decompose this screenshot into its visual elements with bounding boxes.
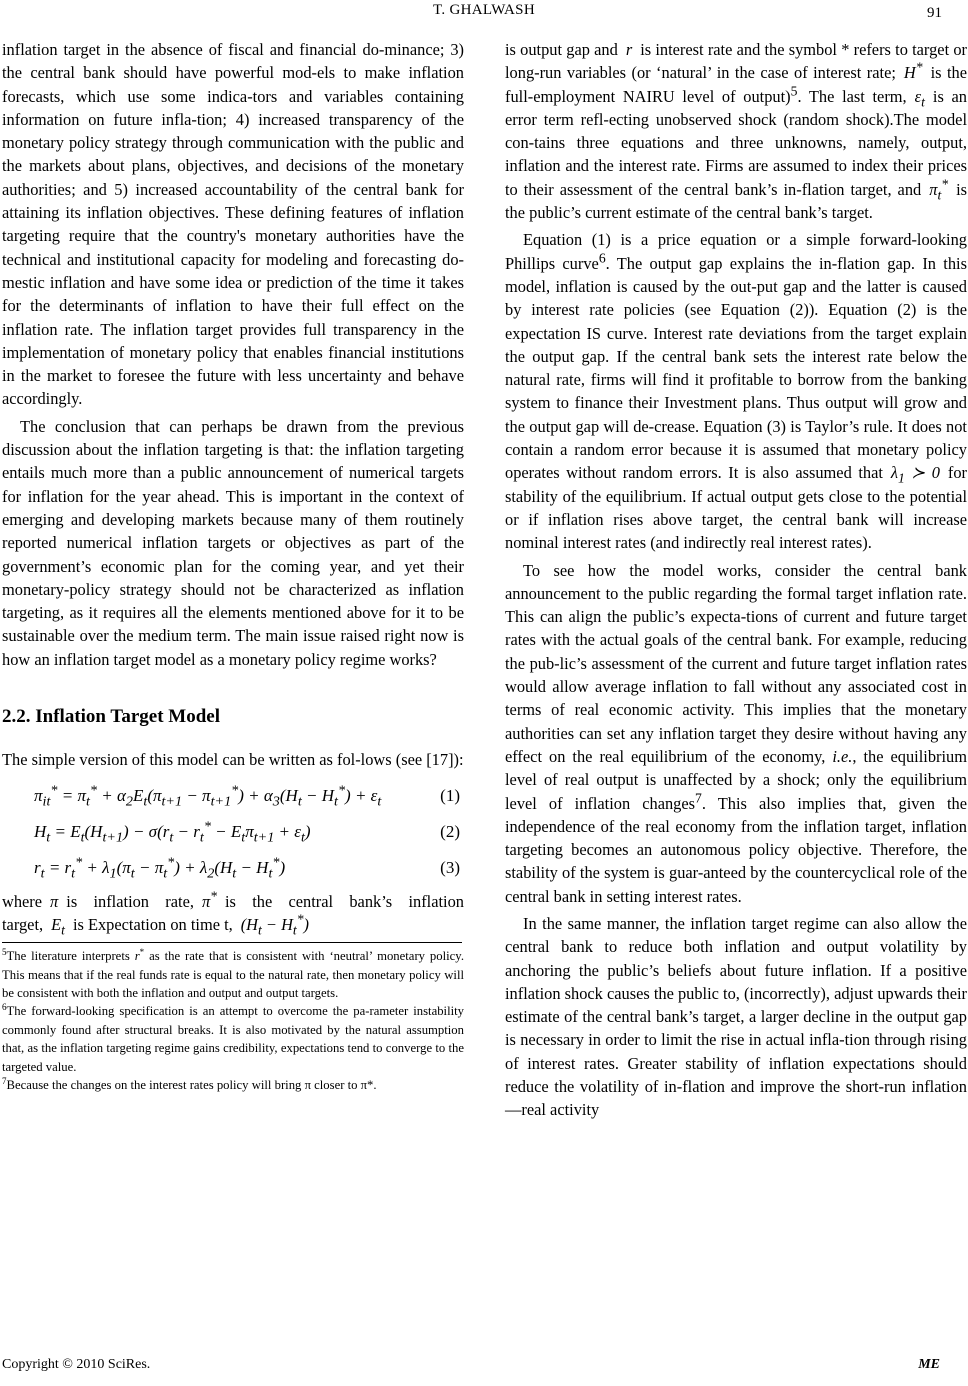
- symbol: $(H_t - H_t^*)$: [240, 911, 309, 938]
- text: is output gap and: [505, 40, 618, 59]
- footnote-ref: 7: [695, 790, 702, 806]
- paragraph: [505, 228, 967, 554]
- section-heading: 2.2. Inflation Target Model: [2, 706, 220, 728]
- paragraph: [2, 890, 464, 937]
- text: is an error term refl-ecting unobserved shock (random shock).The model con-tains three equations and three unknowns, namely, output, inflation and the interest rate. Firms are assumed to index their prices to their assessment of the central bank’s in-flation target, and: [505, 86, 967, 199]
- text: where: [2, 891, 43, 911]
- paragraph: The conclusion that can perhaps be drawn from the previous discussion about the inflation targeting is that: the inflation targeting entails much more than a public announcement of numerical targets for inflation for the year ahead. This is important in the context of emerging and developing markets because many of them routinely reported numerical inflation targets or objectives as part of the government’s economic plan for the coming year, and yet their monetary-policy strategy should not be characterized as inflation targeting, as it requires all the elements mentioned above for it to be sustainable over the medium term. The main issue raised right now is how an inflation target model as a monetary policy regime works?: [2, 416, 464, 669]
- text: is the central bank’s: [225, 891, 393, 911]
- footnote-5: $^5$The literature interprets r* as the rate that is consistent with ‘neutral’ monetary policy. This means that if the real funds rate is equal to the natural rate, then monetary policy will be consistent with both the inflation and output and output targets.: [2, 946, 464, 1001]
- footnote-rule: [2, 942, 462, 943]
- running-head-author: T. GHALWASH: [433, 2, 535, 18]
- symbol: r: [134, 949, 140, 964]
- equation-2-body: $H_t = E_t(H_{t+1}) - \sigma(r_t - r_t^* - E_t\pi_{t+1} + \varepsilon_t)$: [34, 818, 311, 846]
- symbol: r: [625, 40, 633, 59]
- paragraph: [505, 559, 967, 908]
- journal-abbrev: ME: [918, 1357, 940, 1372]
- text: . The output gap explains the in-flation gap. In this model, inflation is caused by the out-put gap and the latter is caused by interest rate policies (see Equation (2)). Equation (2) is the expectation IS curve. Interest rate deviations from the target explain the output gap. If the central bank sets the interest rate below the natural rate, firms will find it profitable to borrow from the banking system to finance their Investment plans. Thus output will grow and the output gap will de-crease. Equation (3) is Taylor’s rule. It does not contain a random error because it is assumed that monetary policy operates without random errors. It is also assumed that: [505, 253, 967, 483]
- text: . The last term,: [797, 86, 907, 106]
- equation-1-body: $\pi_{it}^* = \pi_t^* + \alpha_2E_t(\pi_{t+1} - \pi_{t+1}^*) + \alpha_3(H_t - H_t^*) + \varepsilon_t$: [34, 782, 382, 810]
- equation-1: [2, 780, 464, 812]
- footnote-7: [2, 1076, 464, 1094]
- paragraph: The simple version of this model can be written as fol-lows (see [17]):: [2, 750, 464, 770]
- text: . This also implies that, given the independence of the real economy from the inflation target, inflation targeting becomes an autonomous policy objective. Therefore, the stability of the system is guar-anteed by the countercyclical role of the central bank in setting interest rates.: [505, 793, 968, 906]
- equation-3: [2, 852, 464, 884]
- text: is interest rate and the symbol * refers to target or long-run variables (or ‘natural’ in the case of interest rate;: [505, 40, 967, 83]
- page-header: [0, 0, 968, 30]
- footnote-marker: 7: [2, 1075, 7, 1086]
- text: is the public’s current estimate of the central bank’s target.: [505, 179, 967, 223]
- text: is inflation rate,: [66, 891, 194, 911]
- text: inflation target,: [2, 891, 464, 934]
- symbol: $\lambda_1$ ≻ 0: [890, 463, 940, 486]
- footnote-text: Because the changes on the interest rates policy will bring π closer to π*.: [6, 1078, 377, 1093]
- text: is Expectation on time t,: [72, 914, 233, 934]
- footnote-ref: 6: [598, 250, 606, 266]
- paragraph: inflation target in the absence of fiscal and financial do-minance; 3) the central bank should have powerful mod-els to make inflation forecasts, which use some indica-tors and variables containing information on future infla-tion; 4) increased transparency of the monetary policy strategy through communication with the public and the markets about plans, objectives, and decisions of the monetary authorities; and 5) increased accountability of the central bank for attaining its inflation objectives. These defining features of inflation targeting require that the country's monetary authorities have the technical and institutional capacity for modeling and forecasting do-mestic inflation and have some idea or prediction of the time it takes for the determinants of inflation to have their full effect on the inflation rate. The inflation target provides full transparency in the implementation of monetary policy that enables financial institutions in the market to foresee the future with less uncertainty and behave accordingly.: [2, 40, 464, 409]
- text: To see how the model works, consider the central bank announcement to the public regarding the formal target inflation rate. This can align the public’s expecta-tions of current and future target rates with the actual goals of the central bank. For example, reducing the pub-lic’s assessment of the current and future target inflation rates would allow average inflation to fall without any associated cost in terms of real economic activity. This implies that the monetary authorities can set any inflation target they desire without having any effect on the real equilibrium of the economy,: [505, 560, 967, 766]
- symbol: H*: [903, 59, 923, 83]
- copyright: Copyright © 2010 SciRes.: [2, 1357, 151, 1372]
- equation-2: [2, 816, 464, 848]
- footnote-6: [2, 1002, 464, 1076]
- paragraph: In the same manner, the inflation target regime can also allow the central bank to reduce both inflation and output volatility by anchoring the public’s beliefs about future inflation. If a positive inflation shock causes the public to, (incorrectly), adjust upwards their estimate of the central bank’s target, a larger decline in the output gap is necessary in order to limit the rise in actual infla-tion through rising of interest rates. Greater stability of inflation expectations should reduce the volatility of in-flation and improve the short-run inflation—real activity: [505, 913, 967, 1120]
- symbol: $\pi_t^*$: [929, 176, 949, 203]
- page-number: 91: [927, 5, 942, 21]
- left-column: [2, 38, 464, 1094]
- footnote-marker: 5: [2, 946, 7, 957]
- equation-block: [2, 780, 464, 884]
- equation-number: (1): [440, 785, 460, 805]
- footnote-marker: 6: [2, 1002, 7, 1013]
- paragraph: [505, 38, 967, 224]
- equation-number: (2): [440, 821, 460, 841]
- right-column: [505, 38, 967, 1122]
- text: , the equilibrium level of real output is unaffected by a shock; only the equilibrium level of inflation changes: [505, 746, 967, 813]
- equation-number: (3): [440, 857, 460, 877]
- symbol: $\varepsilon_t$: [914, 86, 925, 109]
- text: for stability of the equilibrium. If actual output gets close to the potential or if inflation rises above target, the central bank will increase nominal interest rates (and indirectly real interest rates).: [505, 463, 968, 553]
- symbol: π: [50, 891, 59, 911]
- symbol: π*: [201, 888, 217, 911]
- equation-3-body: $r_t = r_t^* + \lambda_1(\pi_t - \pi_t^*) + \lambda_2(H_t - H_t^*)$: [34, 854, 286, 882]
- footnote-text: The literature interprets: [6, 949, 135, 964]
- footnote-ref: 5: [790, 83, 798, 99]
- symbol: $E_t$: [51, 914, 65, 938]
- text: is the full-employment NAIRU level of output): [505, 63, 967, 106]
- footnote-text: The forward-looking specification is an attempt to overcome the pa-rameter instability commonly found after structural breaks. It is also motivated by the natural assumption that, as the inflation targeting regime gains credibility, expectations tend to converge to the targeted value.: [2, 1004, 464, 1074]
- text: i.e.: [832, 746, 853, 766]
- text: Equation (1) is a price equation or a simple forward-looking Phillips curve: [505, 230, 967, 273]
- footnote-text: as the rate that is consistent with ‘neutral’ monetary policy. This means that if the real funds rate is equal to the natural rate, then monetary policy will be consistent with both the inflation and output and output targets.: [2, 949, 464, 1001]
